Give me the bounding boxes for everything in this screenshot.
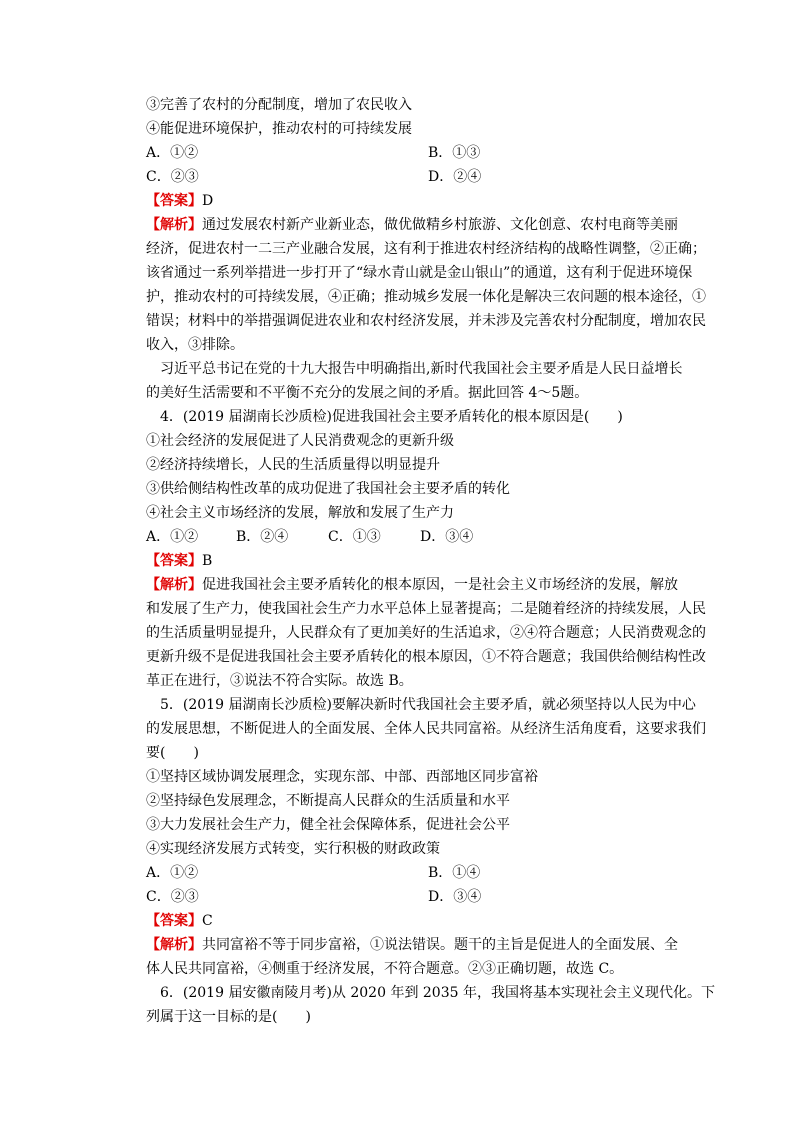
- answer-value: C: [202, 913, 213, 929]
- q4-option-a: A．①②: [146, 529, 199, 545]
- q5-analysis-line-1: [146, 937, 678, 953]
- q5-stem-line-1: 5．(2019 届湖南长沙质检)要解决新时代我国社会主要矛盾，就必须坚持以人民为中心: [160, 697, 696, 713]
- q3-item-4: ④能促进环境保护，推动农村的可持续发展: [146, 121, 412, 137]
- q5-analysis-line-2: 体人民共同富裕，④侧重于经济发展，不符合题意。②③正确切题，故选 C。: [146, 961, 624, 977]
- analysis-text: 共同富裕不等于同步富裕，①说法错误。题干的主旨是促进人的全面发展、全: [202, 937, 678, 953]
- q5-item-2: ②坚持绿色发展理念，不断提高人民群众的生活质量和水平: [146, 793, 510, 809]
- q4-item-1: ①社会经济的发展促进了人民消费观念的更新升级: [146, 433, 454, 449]
- answer-tag: 【答案】: [146, 913, 202, 929]
- q5-item-4: ④实现经济发展方式转变，实行积极的财政政策: [146, 841, 440, 857]
- q3-option-c: C．②③: [146, 169, 199, 185]
- q4-item-3: ③供给侧结构性改革的成功促进了我国社会主要矛盾的转化: [146, 481, 510, 497]
- q4-analysis-line-4: 更新升级不是促进我国社会主要矛盾转化的根本原因，①不符合题意；我国供给侧结构性改: [146, 649, 706, 665]
- q6-stem-line-2: 列属于这一目标的是( ): [146, 1009, 311, 1025]
- q3-analysis-line-5: 错误；材料中的举措强调促进农业和农村经济发展，并未涉及完善农村分配制度，增加农民: [146, 313, 706, 329]
- intro-line-2: 的美好生活需要和不平衡不充分的发展之间的矛盾。据此回答 4～5题。: [146, 385, 589, 401]
- q4-answer: [146, 553, 212, 569]
- q3-analysis-line-1: [146, 217, 678, 233]
- answer-tag: 【答案】: [146, 193, 202, 209]
- q5-stem-line-3: 要( ): [146, 745, 199, 761]
- q4-analysis-line-5: 革正在进行，③说法不符合实际。故选 B。: [146, 673, 413, 689]
- answer-value: B: [202, 553, 213, 569]
- q5-option-a: A．①②: [146, 865, 199, 881]
- q4-stem: 4．(2019 届湖南长沙质检)促进我国社会主要矛盾转化的根本原因是( ): [160, 409, 623, 425]
- analysis-tag: 【解析】: [146, 937, 202, 953]
- q5-stem-line-2: 的发展思想，不断促进人的全面发展、全体人民共同富裕。从经济生活角度看，这要求我们: [146, 721, 706, 737]
- q5-answer: [146, 913, 213, 929]
- q3-analysis-line-2: 经济，促进农村一二三产业融合发展，这有利于推进农村经济结构的战略性调整，②正确；: [146, 241, 706, 257]
- q5-item-1: ①坚持区域协调发展理念，实现东部、中部、西部地区同步富裕: [146, 769, 538, 785]
- q3-option-b: B．①③: [428, 145, 481, 161]
- q6-stem-line-1: 6．(2019 届安徽南陵月考)从 2020 年到 2035 年，我国将基本实现社会主义现代化。下: [160, 985, 715, 1001]
- q5-item-3: ③大力发展社会生产力，健全社会保障体系，促进社会公平: [146, 817, 510, 833]
- q5-option-d: D．③④: [428, 889, 482, 905]
- q3-item-3: ③完善了农村的分配制度，增加了农民收入: [146, 97, 412, 113]
- analysis-tag: 【解析】: [146, 577, 202, 593]
- q4-item-2: ②经济持续增长，人民的生活质量得以明显提升: [146, 457, 440, 473]
- intro-line-1: 习近平总书记在党的十九大报告中明确指出,新时代我国社会主要矛盾是人民日益增长: [160, 361, 683, 377]
- q3-analysis-line-6: 收入，③排除。: [146, 337, 244, 353]
- q4-option-c: C．①③: [328, 529, 381, 545]
- analysis-text: 促进我国社会主要矛盾转化的根本原因，一是社会主义市场经济的发展，解放: [202, 577, 678, 593]
- q5-option-b: B．①④: [428, 865, 481, 881]
- analysis-tag: 【解析】: [146, 217, 202, 233]
- q3-option-d: D．②④: [428, 169, 482, 185]
- q3-option-a: A．①②: [146, 145, 199, 161]
- q4-item-4: ④社会主义市场经济的发展，解放和发展了生产力: [146, 505, 454, 521]
- answer-value: D: [202, 193, 214, 209]
- analysis-text: 通过发展农村新产业新业态，做优做精乡村旅游、文化创意、农村电商等美丽: [202, 217, 678, 233]
- q4-analysis-line-2: 和发展了生产力，使我国社会生产力水平总体上显著提高；二是随着经济的持续发展，人民: [146, 601, 706, 617]
- answer-tag: 【答案】: [146, 553, 202, 569]
- q3-analysis-line-3: 该省通过一系列举措进一步打开了“绿水青山就是金山银山”的通道，这有利于促进环境保: [146, 265, 693, 281]
- q3-analysis-line-4: 护，推动农村的可持续发展，④正确；推动城乡发展一体化是解决三农问题的根本途径，①: [146, 289, 706, 305]
- q5-option-c: C．②③: [146, 889, 199, 905]
- q3-answer: [146, 193, 213, 209]
- q4-option-d: D．③④: [420, 529, 474, 545]
- q4-option-b: B．②④: [236, 529, 289, 545]
- q4-analysis-line-1: [146, 577, 678, 593]
- q4-analysis-line-3: 的生活质量明显提升，人民群众有了更加美好的生活追求，②④符合题意；人民消费观念的: [146, 625, 706, 641]
